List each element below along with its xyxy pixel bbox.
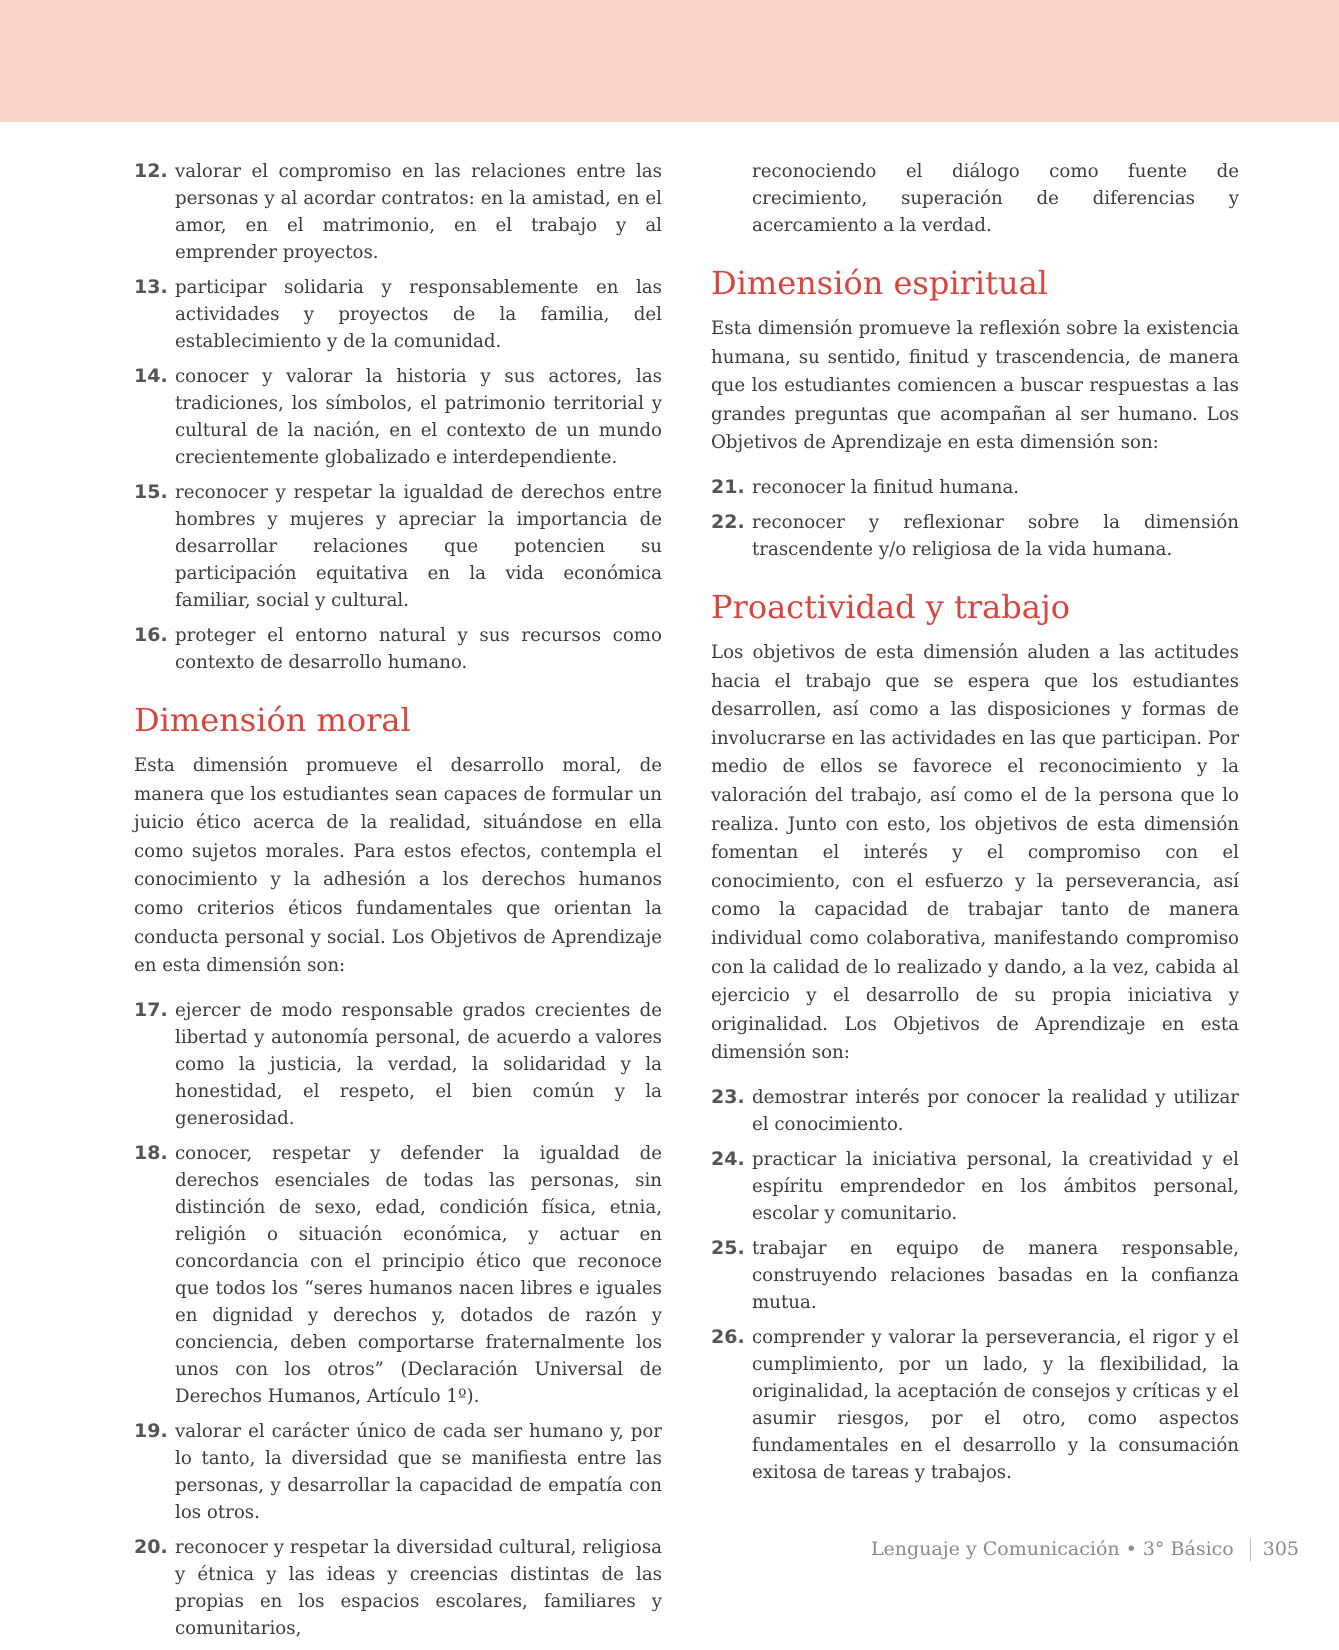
objective-text: reconocer la finitud humana. (752, 476, 1020, 498)
page-footer (871, 1538, 1299, 1561)
objective-item (134, 622, 662, 676)
objective-item (711, 509, 1239, 563)
objective-number: 16. (134, 624, 168, 646)
objective-text: practicar la iniciativa personal, la creatividad y el espíritu emprendedor en los ámbitos personal, escolar y comunitario. (752, 1148, 1239, 1224)
objective-number: 25. (711, 1236, 745, 1259)
objective-text: comprender y valorar la perseverancia, el rigor y el cumplimiento, por un lado, y la flexibilidad, la originalidad, la aceptación de consejos y críticas y el asumir riesgos, por el otro, como aspectos fundamentales en el desarrollo y la consumación exitosa de tareas y trabajos. (752, 1326, 1239, 1483)
objective-number: 24. (711, 1147, 745, 1170)
objective-text: demostrar interés por conocer la realidad y utilizar el conocimiento. (752, 1086, 1239, 1135)
objective-text: reconocer y reflexionar sobre la dimensión trascendente y/o religiosa de la vida humana. (752, 511, 1239, 560)
objective-item (134, 1140, 662, 1410)
objective-number: 21. (711, 475, 745, 498)
objective-item (134, 274, 662, 355)
section-heading-moral: Dimensión moral (134, 701, 411, 739)
objective-item (134, 997, 662, 1132)
objective-number: 17. (134, 998, 168, 1021)
objective-text: conocer y valorar la historia y sus actores, las tradiciones, los símbolos, el patrimonio territorial y cultural de la nación, en el contexto de un mundo crecientemente globalizado e interdependiente. (175, 366, 662, 468)
objective-number: 12. (134, 160, 168, 182)
objective-text: conocer, respetar y defender la igualdad de derechos esenciales de todas las personas, sin distinción de sexo, edad, condición física, etnia, religión o situación económica, y actuar en concordancia con el principio ético que reconoce que todos los “seres humanos nacen libres e iguales en dignidad y derechos y, dotados de razón y conciencia, deben comportarse fraternalmente los unos con los otros” (Declaración Universal de Derechos Humanos, Artículo 1º). (175, 1142, 662, 1407)
objective-number: 23. (711, 1085, 745, 1108)
objective-number: 22. (711, 510, 745, 533)
section-heading-proactividad: Proactividad y trabajo (711, 587, 1070, 626)
objective-item (134, 479, 662, 614)
objective-number: 13. (134, 276, 168, 298)
objective-item (134, 1534, 662, 1642)
objectives-list-proactividad (711, 1084, 1239, 1486)
objectives-list-a (134, 158, 662, 676)
objective-number: 26. (711, 1325, 745, 1348)
section-heading-espiritual: Dimensión espiritual (711, 264, 1048, 302)
objective-item (134, 1418, 662, 1526)
page-number: 305 (1262, 1538, 1299, 1560)
left-column (134, 158, 662, 1650)
objective-item (711, 1324, 1239, 1486)
objective-text: valorar el compromiso en las relaciones entre las personas y al acordar contratos: en la amistad, en el amor, en el matrimonio, en el trabajo y al emprender proyectos. (175, 161, 662, 263)
section-intro-espiritual: Esta dimensión promueve la reflexión sobre la existencia humana, su sentido, finitud y trascendencia, de manera que los estudiantes comiencen a buscar respuestas a las grandes preguntas que acompañan al ser humano. Los Objetivos de Aprendizaje en esta dimensión son: (711, 318, 1239, 454)
objective-text: ejercer de modo responsable grados crecientes de libertad y autonomía personal, de acuerdo a valores como la justicia, la verdad, la solidaridad y la honestidad, el respeto, el bien común y la generosidad. (175, 999, 662, 1129)
objective-number: 19. (134, 1419, 168, 1442)
header-band (0, 0, 1339, 122)
objectives-list-moral (134, 997, 662, 1642)
section-intro-proactividad: Los objetivos de esta dimensión aluden a las actitudes hacia el trabajo que se espera que los estudiantes desarrollen, así como a las disposiciones y formas de involucrarse en las actividades en las que participan. Por medio de ellos se favorece el reconocimiento y la valoración del trabajo, así como el de la persona que lo realiza. Junto con esto, los objetivos de esta dimensión fomentan el interés y el compromiso con el conocimiento, con el esfuerzo y la perseverancia, así como la capacidad de trabajar tanto de manera individual como colaborativa, manifestando compromiso con la calidad de lo realizado y dando, a la vez, cabida al ejercicio y el desarrollo de su propia iniciativa y originalidad. Los Objetivos de Aprendizaje en esta dimensión son: (711, 641, 1240, 1064)
objective-text: proteger el entorno natural y sus recursos como contexto de desarrollo humano. (175, 625, 662, 673)
right-column (711, 158, 1239, 1494)
objective-number: 18. (134, 1141, 168, 1164)
objective-text: reconocer y respetar la diversidad cultural, religiosa y étnica y las ideas y creencias distintas de las propias en los espacios escolares, familiares y comunitarios, (175, 1536, 662, 1639)
objective-text: participar solidaria y responsablemente en las actividades y proyectos de la familia, del establecimiento y de la comunidad. (175, 277, 662, 352)
objective-item (711, 1084, 1239, 1138)
objective-text: reconocer y respetar la igualdad de derechos entre hombres y mujeres y apreciar la importancia de desarrollar relaciones que potencien su participación equitativa en la vida económica familiar, social y cultural. (175, 482, 662, 611)
objective-item (134, 158, 662, 266)
objective-item (711, 1146, 1239, 1227)
objectives-list-espiritual (711, 474, 1239, 563)
objective-number: 14. (134, 365, 168, 387)
running-title: Lenguaje y Comunicación • 3° Básico (870, 1538, 1234, 1560)
objective-text: valorar el carácter único de cada ser humano y, por lo tanto, la diversidad que se manifiesta entre las personas, y desarrollar la capacidad de empatía con los otros. (175, 1420, 662, 1523)
objective-text: trabajar en equipo de manera responsable, construyendo relaciones basadas en la confianza mutua. (752, 1237, 1239, 1313)
footer-divider (1250, 1539, 1251, 1561)
objective-number: 15. (134, 481, 168, 503)
section-intro-moral: Esta dimensión promueve el desarrollo moral, de manera que los estudiantes sean capaces de formular un juicio ético acerca de la realidad, situándose en ella como sujetos morales. Para estos efectos, contempla el conocimiento y la adhesión a los derechos humanos como criterios éticos fundamentales que orientan la conducta personal y social. Los Objetivos de Aprendizaje en esta dimensión son: (134, 755, 662, 977)
objective-item (711, 474, 1239, 501)
objective-item (134, 363, 662, 471)
objective-number: 20. (134, 1535, 168, 1558)
objective-continuation: reconociendo el diálogo como fuente de crecimiento, superación de diferencias y acercamiento a la verdad. (752, 161, 1239, 236)
objective-item (711, 1235, 1239, 1316)
